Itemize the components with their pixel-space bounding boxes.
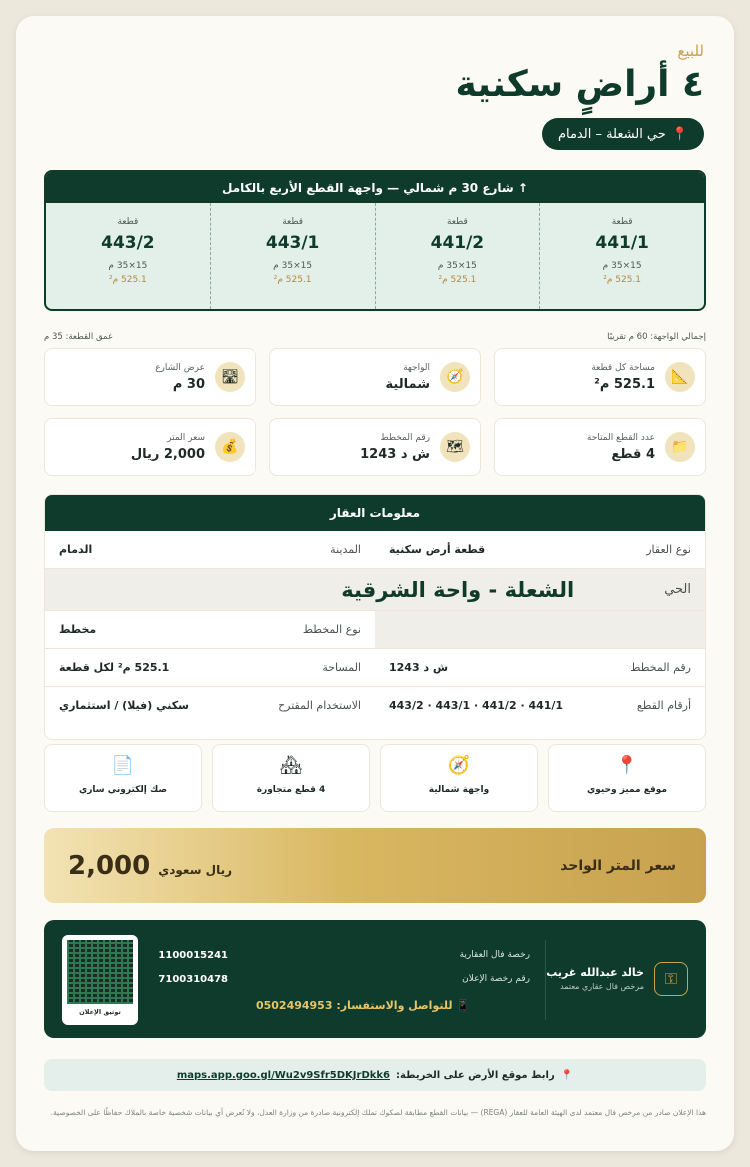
stat-value: ش د 1243 [360, 446, 430, 462]
page-title: ٤ أراضٍ سكنية [455, 64, 704, 105]
money-bag-icon: 💰 [215, 432, 245, 462]
price-banner [44, 828, 706, 903]
district-value: الشعلة - واحة الشرقية [341, 577, 575, 602]
agent-name: خالد عبدالله غريب [546, 966, 644, 979]
features-row [44, 744, 706, 812]
plot-area: 525.1 م² [438, 275, 477, 285]
for-sale-label: للبيع [677, 42, 704, 60]
plot-dimensions: 15×35 م [273, 261, 313, 271]
stat-value: 4 قطع [611, 446, 655, 462]
info-value: مخطط [59, 623, 97, 636]
stat-label: عرض الشارع [155, 362, 205, 373]
plots-row [46, 203, 704, 309]
feature-card [548, 744, 706, 812]
plot-number: 441/1 [595, 233, 649, 253]
plot-area: 525.1 م² [273, 275, 312, 285]
stat-label: سعر المتر [167, 432, 205, 443]
plot-number: 441/2 [430, 233, 485, 253]
price-label: سعر المتر الواحد [560, 857, 676, 874]
agent-card [44, 920, 706, 1038]
phone-icon: 📱 [452, 999, 470, 1012]
plot-dimensions: 15×35 م [108, 261, 148, 271]
road-icon: 🛣 [215, 362, 245, 392]
stat-value: 525.1 م² [594, 376, 655, 392]
map-icon: 🗺 [440, 432, 470, 462]
location-pin-icon: 📍 [671, 126, 688, 142]
plot-label: قطعة [117, 217, 139, 227]
disclaimer: هذا الإعلان صادر من مرخص فال معتمد لدى الهيئة العامة للعقار (REGA) — بيانات القطع مطابقة لصكوك تملك إلكترونية صادرة من وزارة العدل، ولا تُعرض أي بيانات شخصية خاصة بالملاك حفاظًا على الخصوصية. [50, 1108, 706, 1117]
info-key: المساحة [322, 661, 361, 674]
property-info-title: معلومات العقار [45, 495, 705, 531]
document-icon: 📄 [111, 755, 135, 776]
price-currency: ريال سعودي [158, 862, 233, 877]
location-text: حي الشعلة – الدمام [557, 126, 666, 142]
total-frontage: إجمالي الواجهة: 60 م تقريبًا [607, 332, 706, 342]
plot-area: 525.1 م² [603, 275, 642, 285]
plot-card [46, 203, 210, 309]
stat-card [494, 418, 706, 476]
plot-number: 443/2 [101, 233, 155, 253]
contact-text: للتواصل والاستفسار: 0502494953 [255, 999, 453, 1012]
qr-code-image [67, 940, 133, 1004]
stat-value: 30 م [172, 376, 205, 392]
plot-number: 443/1 [265, 233, 320, 253]
info-row [45, 611, 705, 649]
info-key: رقم المخطط [630, 661, 691, 674]
contact-phone[interactable] [256, 999, 470, 1012]
stats-grid [44, 348, 706, 476]
location-badge [542, 118, 704, 150]
qr-code[interactable] [62, 935, 138, 1025]
stat-label: الواجهة [403, 362, 430, 373]
listing-card [16, 16, 734, 1151]
feature-label: صك إلكتروني ساري [78, 785, 168, 795]
ruler-icon: 📐 [665, 362, 695, 392]
info-key: نوع المخطط [302, 623, 361, 636]
location-pin-icon: 📍 [560, 1069, 574, 1081]
info-value: سكني (فيلا) / استثماري [59, 698, 189, 712]
info-key: المدينة [330, 543, 361, 556]
feature-card [212, 744, 370, 812]
plot-label: قطعة [282, 217, 304, 227]
feature-label: واجهة شمالية [428, 785, 490, 795]
stat-card [44, 418, 256, 476]
agent-role: مرخص فال عقاري معتمد [560, 982, 644, 991]
feature-card [44, 744, 202, 812]
plot-area: 525.1 م² [108, 275, 147, 285]
ad-license-label: رقم رخصة الإعلان [462, 974, 530, 984]
info-key: نوع العقار [646, 543, 691, 556]
stat-label: مساحة كل قطعة [591, 362, 655, 373]
stat-card [44, 348, 256, 406]
price-value: 2,000 [68, 850, 151, 881]
compass-icon: 🧭 [447, 755, 471, 776]
license-label: رخصة فال العقارية [459, 950, 530, 960]
divider [545, 940, 546, 1020]
feature-label: موقع مميز وحيوي [586, 785, 668, 795]
compass-icon: 🧭 [440, 362, 470, 392]
feature-card [380, 744, 538, 812]
stat-card [494, 348, 706, 406]
info-key: الاستخدام المقترح [278, 698, 361, 712]
stat-value: 2,000 ريال [130, 446, 205, 462]
info-row [45, 531, 705, 569]
info-row [45, 569, 705, 611]
stat-value: شمالية [385, 376, 430, 392]
plots-diagram [44, 170, 706, 311]
info-value: 525.1 م² لكل قطعة [59, 661, 170, 674]
stat-label: عدد القطع المتاحة [586, 432, 655, 443]
key-icon: ⚿ [654, 962, 688, 996]
info-key: الحي [664, 582, 691, 597]
houses-icon: 🏘 [279, 755, 303, 776]
stat-card [269, 348, 481, 406]
listing-header [456, 42, 704, 150]
plot-label: قطعة [611, 217, 633, 227]
plot-card [539, 203, 704, 309]
folder-icon: 📁 [665, 432, 695, 462]
license-number: 1100015241 [158, 950, 228, 961]
plot-depth: عمق القطعة: 35 م [44, 332, 114, 342]
info-value: قطعة أرض سكنية [389, 543, 486, 556]
map-link-label: رابط موقع الأرض على الخريطة: [396, 1069, 555, 1081]
info-value: 441/1 · 441/2 · 443/1 · 443/2 [389, 698, 564, 712]
plot-card [210, 203, 375, 309]
location-pin-icon: 📍 [615, 755, 639, 776]
price-value-group [68, 851, 232, 881]
plot-dimensions: 15×35 م [602, 261, 642, 271]
qr-label: توثيق الإعلان [79, 1008, 121, 1016]
map-link[interactable]: maps.app.goo.gl/Wu2v9Sfr5DKJrDkk6 [176, 1069, 391, 1081]
feature-label: 4 قطع متجاورة [256, 785, 326, 795]
info-row [45, 687, 705, 723]
info-value: الدمام [59, 543, 93, 556]
plots-footer [44, 332, 706, 342]
map-link-bar [44, 1059, 706, 1091]
info-key: أرقام القطع [636, 698, 691, 712]
street-banner: ↑ شارع 30 م شمالي — واجهة القطع الأربع بالكامل [46, 172, 704, 203]
plot-label: قطعة [446, 217, 468, 227]
property-info-table [44, 494, 706, 740]
plot-card [375, 203, 540, 309]
stat-card [269, 418, 481, 476]
ad-license-number: 7100310478 [158, 974, 228, 985]
info-row [45, 649, 705, 687]
plot-dimensions: 15×35 م [437, 261, 477, 271]
info-value: ش د 1243 [389, 661, 449, 674]
stat-label: رقم المخطط [380, 432, 430, 443]
